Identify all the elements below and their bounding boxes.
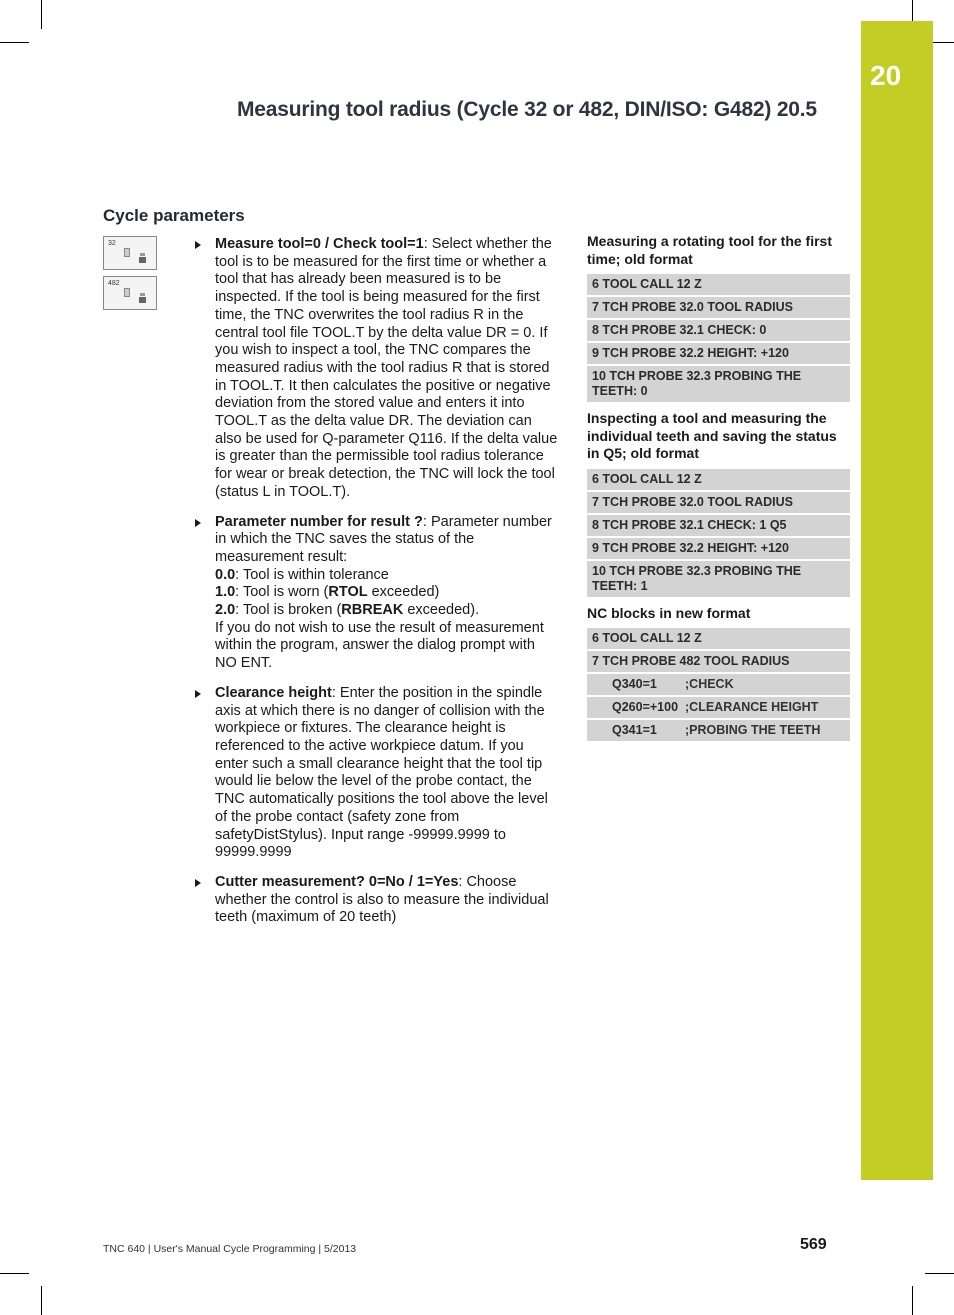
cycle-32-icon [103,236,157,270]
result-text-end: exceeded) [367,584,440,601]
param-result-number [195,514,560,673]
nc-row: 6 TOOL CALL 12 Z [587,628,850,651]
crop-mark [925,1273,954,1274]
icon-label: 32 [108,240,116,247]
nc-subrow [587,674,850,697]
q-comment: ;PROBING THE TEETH [685,723,821,737]
param-name: Measure tool=0 / Check tool=1 [215,236,424,252]
example-heading: NC blocks in new format [587,604,751,621]
result-value: 1.0 [215,584,236,601]
result-text: : Tool is broken ( [235,602,342,619]
nc-row: 9 TCH PROBE 32.2 HEIGHT: +120 [587,343,850,366]
cycle-482-icon [103,276,157,310]
q-comment: ;CHECK [685,677,734,691]
example-heading: Inspecting a tool and measuring the individual teeth and saving the status in Q5; old format [587,410,837,461]
result-value: 2.0 [215,602,236,619]
crop-mark [0,1273,29,1274]
param-desc: : Choose whether the control is also to measure the individual teeth (maximum of 20 teeth) [215,873,549,926]
nc-row: 9 TCH PROBE 32.2 HEIGHT: +120 [587,538,850,561]
param-clearance-height [195,685,560,862]
chapter-number: 20 [870,60,902,91]
crop-mark [41,0,42,29]
nc-row: 7 TCH PROBE 32.0 TOOL RADIUS [587,492,850,515]
bullet-arrow-icon [195,690,201,698]
crop-mark [912,0,913,21]
nc-subrow [587,697,850,720]
param-measure-check [195,236,560,502]
result-text-end: exceeded). [403,602,480,619]
nc-examples [587,233,850,749]
crop-mark [933,42,954,43]
param-desc: : Enter the position in the spindle axis at which there is no danger of collision with the workpiece or fixtures. The clearance height is referenced to the active workpiece datum. If you enter such a small clearance height that the tool tip would lie below the level of the probe contact, the TNC automatically positions the tool above the level of the probe contact (safety zone from safetyDistStylus). Input range -99999.9999 to 99999.9999 [215,684,548,861]
nc-subrow [587,720,850,743]
result-keyword: RTOL [328,584,368,601]
nc-row: 7 TCH PROBE 482 TOOL RADIUS [587,651,850,674]
param-name: Parameter number for result ? [215,513,423,530]
q-comment: ;CLEARANCE HEIGHT [685,700,819,714]
q-param: Q260=+100 [612,700,679,714]
result-keyword: RBREAK [341,602,404,619]
q-param: Q340=1 [612,677,657,691]
bullet-arrow-icon [195,241,201,249]
param-tail: If you do not wish to use the result of measurement within the program, answer the dialog prompt with NO ENT. [215,619,544,672]
page-header-title: Measuring tool radius (Cycle 32 or 482, DIN/ISO: G482) 20.5 [237,98,817,121]
q-param: Q341=1 [612,723,657,737]
nc-row: 6 TOOL CALL 12 Z [587,274,850,297]
nc-row: 8 TCH PROBE 32.1 CHECK: 1 Q5 [587,515,850,538]
parameter-list [195,236,560,939]
nc-table [587,274,850,404]
param-name: Clearance height [215,684,332,701]
chapter-tab [861,21,933,1180]
icon-label: 482 [108,280,120,287]
bullet-arrow-icon [195,879,201,887]
nc-row: 7 TCH PROBE 32.0 TOOL RADIUS [587,297,850,320]
result-text: : Tool is within tolerance [235,566,389,583]
bullet-arrow-icon [195,519,201,527]
result-text: : Tool is worn ( [235,584,329,601]
example-heading: Measuring a rotating tool for the first time; old format [587,233,833,267]
crop-mark [912,1286,913,1315]
nc-table [587,469,850,599]
nc-row: 6 TOOL CALL 12 Z [587,469,850,492]
nc-table [587,628,850,743]
page-number: 569 [800,1236,827,1253]
crop-mark [41,1286,42,1315]
crop-mark [0,42,29,43]
nc-row: 10 TCH PROBE 32.3 PROBING THE TEETH: 0 [587,366,850,404]
param-name: Cutter measurement? 0=No / 1=Yes [215,873,459,890]
param-cutter-measurement [195,874,560,927]
result-value: 0.0 [215,566,236,583]
nc-row: 10 TCH PROBE 32.3 PROBING THE TEETH: 1 [587,561,850,599]
param-desc: : Select whether the tool is to be measured for the first time or whether a tool that has already been measured is to be inspected. If the tool is being measured for the first time, the TNC overwrites the tool radius R in the central tool file TOOL.T by the delta value DR = 0. If you wish to inspect a tool, the TNC compares the measured radius with the tool radius R that is stored in TOOL.T. It then calculates the positive or negative deviation from the stored value and enters it into TOOL.T as the delta value DR. The deviation can also be used for Q-parameter Q116. If the delta value is greater than the permissible tool radius tolerance for wear or break detection, the TNC will lock the tool (status L in TOOL.T). [215,236,558,500]
nc-row: 8 TCH PROBE 32.1 CHECK: 0 [587,320,850,343]
footer-text: TNC 640 | User's Manual Cycle Programming | 5/2013 [103,1243,357,1255]
param-desc: : Parameter number in which the TNC saves the status of the measurement result: [215,513,552,565]
section-title: Cycle parameters [103,206,245,225]
